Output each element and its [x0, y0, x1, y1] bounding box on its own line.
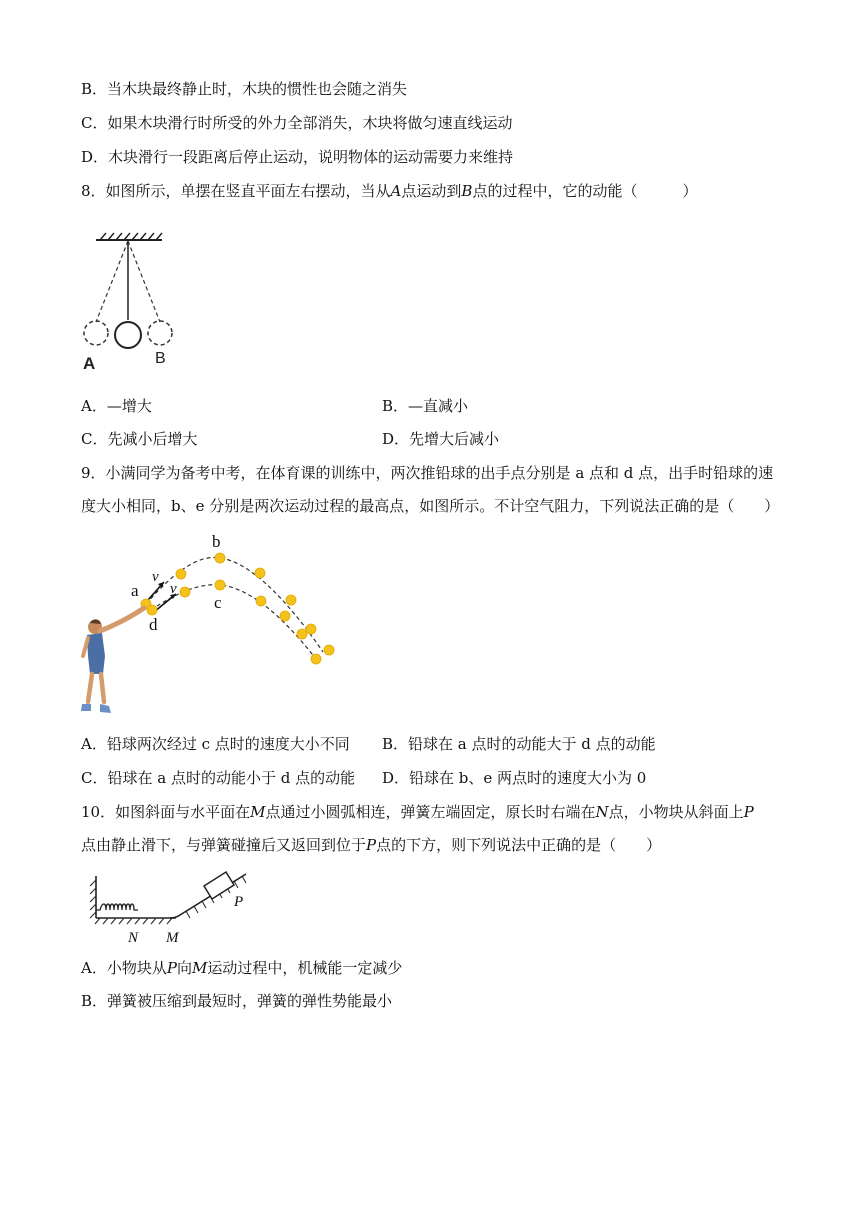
q10-stem-line2 — [81, 835, 661, 855]
q8-option-a: A．—增大 — [81, 397, 152, 415]
q10-optA-pre: A．小物块从 — [81, 959, 167, 977]
trajectory-upper — [146, 557, 323, 652]
label-d: d — [149, 615, 158, 634]
q10-point-n: N — [595, 803, 609, 821]
shot-put-figure — [78, 528, 338, 720]
pendulum-figure — [78, 226, 178, 376]
q10-option-a — [81, 958, 402, 978]
q10-point-p: P — [743, 803, 754, 821]
pendulum-string-right — [128, 241, 160, 322]
athlete-figure — [81, 608, 144, 713]
q8-stem-mid: 点运动到 — [401, 182, 462, 200]
q10-stem1-pre: 10．如图斜面与水平面在 — [81, 803, 251, 821]
q10-point-m: M — [250, 803, 266, 821]
q9-stem-line1: 9．小满同学为备考中考，在体育课的训练中，两次推铅球的出手点分别是 a 点和 d 点，出手时铅球的速 — [81, 464, 774, 482]
ball-e — [215, 580, 225, 590]
q8-stem — [81, 181, 697, 201]
spring — [96, 904, 138, 910]
q10-stem2-pre: 点由静止滑下，与弹簧碰撞后又返回到位于 — [81, 836, 367, 854]
pendulum-ceiling — [96, 233, 162, 240]
q8-option-d: D．先增大后减小 — [382, 430, 500, 448]
pendulum-label-a: A — [83, 354, 96, 373]
q9-option-b: B．铅球在 a 点时的动能大于 d 点的动能 — [382, 735, 656, 753]
q10-optA-post: 运动过程中，机械能一定减少 — [207, 959, 403, 977]
q10-stem1-mid2: 点，小物块从斜面上 — [608, 803, 744, 821]
label-b: b — [212, 532, 221, 551]
q10-optA-p: P — [166, 959, 177, 977]
shot-balls — [141, 553, 334, 664]
q9-option-a: A．铅球两次经过 c 点时的速度大小不同 — [81, 735, 350, 753]
q8-point-a: A — [390, 182, 402, 200]
q10-stem-line1 — [81, 802, 754, 822]
q7-option-d: D．木块滑行一段距离后停止运动，说明物体的运动需要力来维持 — [81, 148, 514, 166]
q10-stem1-mid: 点通过小圆弧相连，弹簧左端固定，原长时右端在 — [265, 803, 596, 821]
label-p: P — [234, 894, 244, 910]
q10-optA-m: M — [191, 959, 208, 977]
label-a: a — [131, 581, 139, 600]
label-v2: v — [170, 581, 177, 597]
q8-stem-pre: 8．如图所示，单摆在竖直平面左右摆动，当从 — [81, 182, 391, 200]
ball-d — [147, 605, 157, 615]
q10-point-p2: P — [366, 836, 377, 854]
q9-option-d: D．铅球在 b、e 两点时的速度大小为 0 — [382, 769, 647, 787]
q8-stem-post: 点的过程中，它的动能（ ） — [472, 182, 698, 200]
q8-option-c: C．先减小后增大 — [81, 430, 198, 448]
q8-option-b: B．—直减小 — [382, 397, 469, 415]
pendulum-bob-left — [84, 321, 108, 345]
label-c: c — [214, 593, 222, 612]
q10-stem2-post: 点的下方，则下列说法中正确的是（ ） — [376, 836, 662, 854]
ball-b — [215, 553, 225, 563]
q9-stem-line2: 度大小相同，b、e 分别是两次运动过程的最高点，如图所示。不计空气阻力，下列说法正确的是（ ） — [81, 497, 780, 515]
q8-point-b: B — [461, 182, 473, 200]
q7-option-c: C．如果木块滑行时所受的外力全部消失，木块将做匀速直线运动 — [81, 114, 513, 132]
q10-option-b: B．弹簧被压缩到最短时，弹簧的弹性势能最小 — [81, 992, 393, 1010]
q10-optA-mid: 向 — [176, 959, 192, 977]
pendulum-label-b: B — [155, 350, 166, 367]
spring-incline-figure — [86, 866, 256, 950]
sliding-block — [204, 872, 234, 899]
label-n: N — [128, 930, 139, 946]
label-m: M — [166, 930, 179, 946]
pendulum-bob-center — [115, 322, 141, 348]
q9-option-c: C．铅球在 a 点时的动能小于 d 点的动能 — [81, 769, 356, 787]
label-v1: v — [152, 569, 159, 585]
pendulum-bob-right — [148, 321, 172, 345]
q7-option-b: B．当木块最终静止时，木块的惯性也会随之消失 — [81, 80, 408, 98]
pendulum-string-left — [96, 241, 128, 322]
